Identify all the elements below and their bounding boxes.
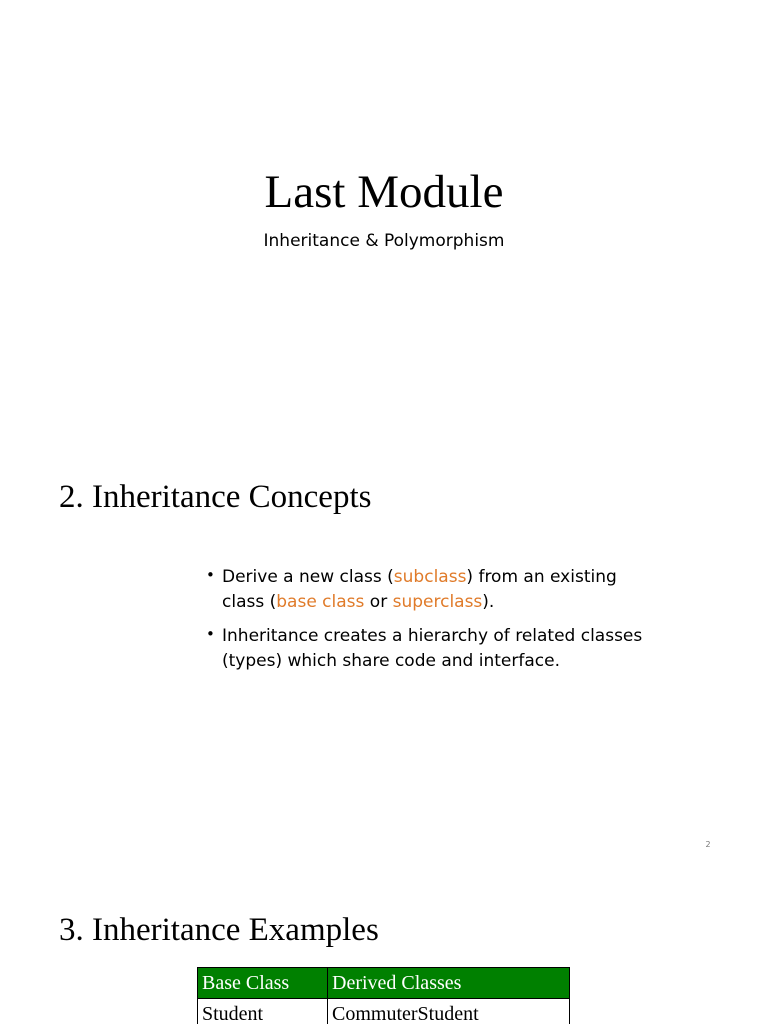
highlight-term-superclass: superclass — [392, 591, 483, 612]
slide-title: Last Module — [264, 166, 504, 218]
inheritance-concepts-slide — [0, 432, 768, 864]
table-header-cell: Derived Classes — [328, 968, 570, 999]
table-header-cell: Base Class — [198, 968, 328, 999]
bullet-item — [206, 565, 646, 614]
table-cell: CommuterStudent — [328, 999, 570, 1024]
bullet-item — [206, 624, 646, 673]
title-slide — [0, 0, 768, 432]
highlight-term-subclass: subclass — [393, 567, 467, 587]
slide-heading: 3. Inheritance Examples — [59, 912, 379, 948]
bullet-text-part: Derive a new class ( — [222, 567, 394, 587]
examples-table — [197, 967, 570, 1024]
slide-subtitle: Inheritance & Polymorphism — [263, 231, 505, 251]
table-header-row — [198, 968, 570, 999]
bullet-icon: • — [206, 566, 215, 584]
table-cell: Student — [198, 999, 328, 1024]
bullet-icon: • — [206, 625, 215, 643]
bullet-text-part: ). — [482, 591, 495, 612]
inheritance-examples-slide — [0, 864, 768, 1024]
highlight-term-base-class: base class — [276, 591, 365, 612]
table-row — [198, 999, 570, 1024]
bullet-text-part: ) from an existing class ( — [222, 567, 617, 612]
bullet-text-part: or — [364, 591, 393, 612]
bullet-text: Inheritance creates a hierarchy of related classes (types) which share code and interface. — [222, 626, 643, 671]
page-number: 2 — [705, 840, 711, 849]
slide-heading: 2. Inheritance Concepts — [59, 479, 372, 515]
bullet-list — [206, 565, 646, 683]
